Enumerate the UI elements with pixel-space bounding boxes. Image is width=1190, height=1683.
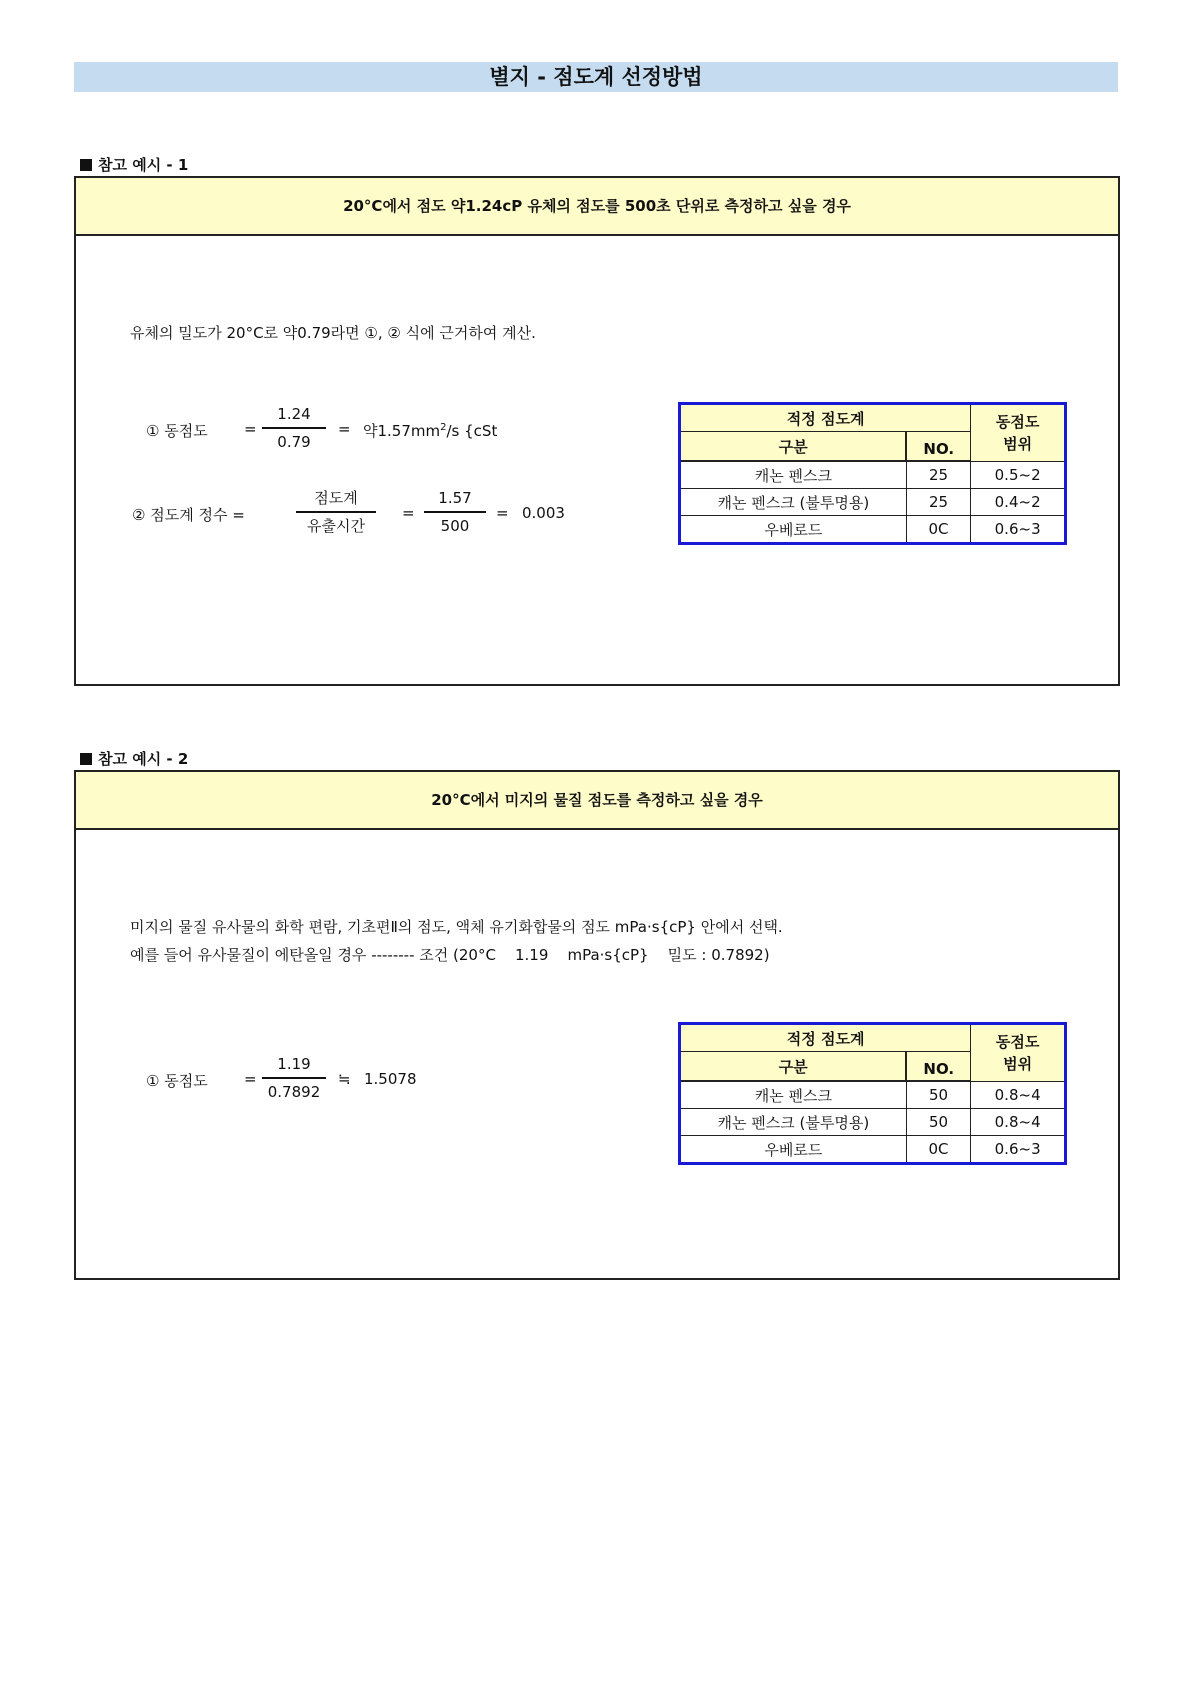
table-cell-range: 0.6~3 [971,516,1066,544]
eq2-result: 0.003 [522,504,565,522]
eq1-label: ① 동점도 [146,422,208,440]
table-cell-type: 캐논 펜스크 (불투명용) [680,489,907,516]
example2-label-text: 참고 예시 - 2 [98,750,189,768]
ex2-eq1-fraction [262,1054,326,1102]
table-title: 적정 점도계 [680,1024,971,1052]
table-cell-range: 0.8~4 [971,1081,1066,1109]
eq1-fraction [262,404,326,452]
table-col-range-line2: 범위 [1003,1054,1033,1073]
eq2-numerator-1: 점도계 [314,489,358,507]
eq2-numerator-2: 1.57 [438,489,472,507]
eq2-fraction-1 [296,488,376,536]
square-bullet-icon [80,753,92,765]
table-row [680,489,1066,516]
eq2-fraction-2 [424,488,486,536]
table-row [680,1081,1066,1109]
example1-description: 유체의 밀도가 20°C로 약0.79라면 ①, ② 식에 근거하여 계산. [130,324,536,342]
example1-label-text: 참고 예시 - 1 [98,156,189,174]
table-row [680,461,1066,489]
eq1-result-sup: 2 [440,422,447,433]
ex2-eq1-denominator: 0.7892 [267,1083,321,1101]
eq1-result-suffix: /s {cSt [446,422,498,440]
fraction-bar [296,511,376,513]
table-col-type: 구분 [680,432,907,462]
table-cell-range: 0.8~4 [971,1109,1066,1136]
eq1-numerator: 1.24 [277,405,311,423]
fraction-bar [424,511,486,513]
fraction-bar [262,427,326,429]
ex2-eq1-result: 1.5078 [364,1070,417,1088]
table-cell-no: 0C [906,1136,971,1164]
ex2-eq1-numerator: 1.19 [277,1055,311,1073]
table-cell-type: 우베로드 [680,516,907,544]
eq1-equals-2: = [338,420,351,438]
eq1-result-prefix: 약1.57mm [363,422,441,440]
table-cell-type: 캐논 펜스크 [680,461,907,489]
table-cell-no: 50 [906,1109,971,1136]
example2-header: 20°C에서 미지의 물질 점도를 측정하고 싶을 경우 [76,772,1118,830]
eq1-equals: = [244,420,257,438]
table-cell-type: 캐논 펜스크 (불투명용) [680,1109,907,1136]
viscometer-table-1 [678,402,1067,545]
table-cell-no: 0C [906,516,971,544]
eq2-equals-2: = [496,504,509,522]
table-cell-type: 캐논 펜스크 [680,1081,907,1109]
table-col-range-line2: 범위 [1003,434,1033,453]
table-cell-range: 0.4~2 [971,489,1066,516]
square-bullet-icon [80,159,92,171]
table-col-no: NO. [906,432,971,462]
eq2-equals: = [402,504,415,522]
table-col-range-line1: 동점도 [995,1032,1040,1051]
viscometer-table-2 [678,1022,1067,1165]
fraction-bar [262,1077,326,1079]
table-cell-range: 0.5~2 [971,461,1066,489]
page-title: 별지 - 점도계 선정방법 [74,62,1118,92]
table-col-range [971,404,1066,462]
example1-label [80,154,188,175]
table-col-no: NO. [906,1052,971,1082]
eq2-denominator-1: 유출시간 [307,517,365,535]
ex2-eq1-label: ① 동점도 [146,1072,208,1090]
table-cell-no: 25 [906,489,971,516]
ex2-eq1-equals: = [244,1070,257,1088]
eq1-denominator: 0.79 [277,433,311,451]
example1-box [74,176,1120,686]
example1-header: 20°C에서 점도 약1.24cP 유체의 점도를 500초 단위로 측정하고 싶을 경우 [76,178,1118,236]
table-title: 적정 점도계 [680,404,971,432]
eq2-denominator-2: 500 [440,517,470,535]
example2-description-line2: 예를 들어 유사물질이 에탄올일 경우 -------- 조건 (20°C 1.19 mPa·s{cP} 밀도 : 0.7892) [130,946,770,964]
table-col-range [971,1024,1066,1082]
table-row [680,516,1066,544]
table-col-type: 구분 [680,1052,907,1082]
ex2-eq1-approx: ≒ [338,1070,351,1088]
table-row [680,1136,1066,1164]
eq1-result [363,420,497,441]
table-cell-no: 25 [906,461,971,489]
table-cell-no: 50 [906,1081,971,1109]
eq2-label: ② 점도계 정수 = [132,506,245,524]
example2-description-line1: 미지의 물질 유사물의 화학 편람, 기초편Ⅱ의 점도, 액체 유기화합물의 점도 mPa·s{cP} 안에서 선택. [130,918,783,936]
example2-box [74,770,1120,1280]
table-cell-range: 0.6~3 [971,1136,1066,1164]
example2-label [80,748,188,769]
table-cell-type: 우베로드 [680,1136,907,1164]
table-row [680,1109,1066,1136]
table-col-range-line1: 동점도 [995,412,1040,431]
